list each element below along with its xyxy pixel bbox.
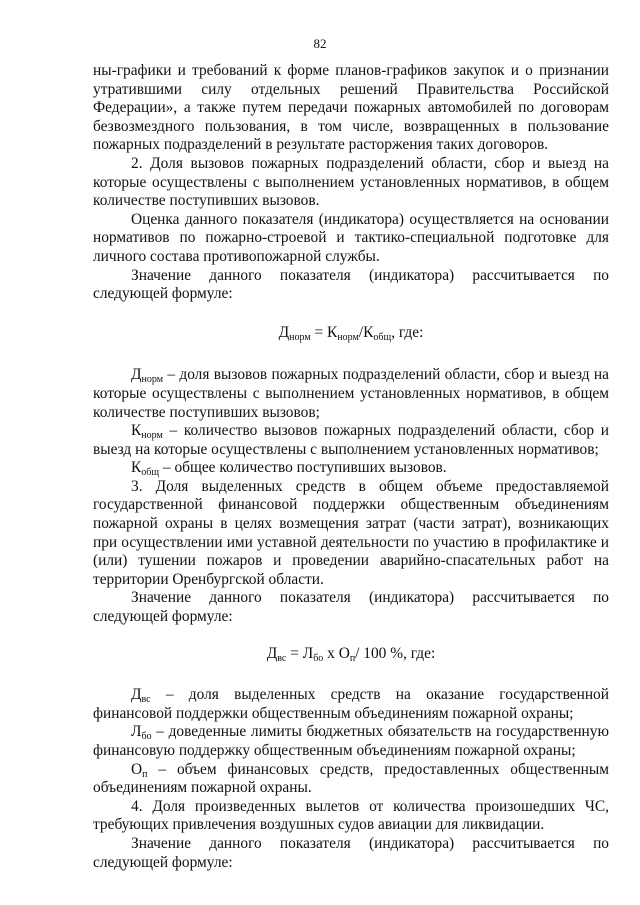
- formula-1-d: Д: [278, 323, 290, 341]
- definition-d-vs-symbol: Д: [131, 686, 142, 704]
- definition-l-bo-symbol: Л: [131, 723, 142, 741]
- definition-l-bo-sub: бо: [141, 731, 152, 743]
- definition-d-vs: [93, 686, 609, 723]
- definition-k-total-text: – общее количество поступивших вызовов.: [159, 459, 447, 477]
- paragraph-item-2: 2. Доля вызовов пожарных подразделений области, сбор и выезд на которые осуществлены с выполнением установленных нормативов, в общем количестве поступивших вызовов.: [93, 154, 609, 210]
- formula-2-o-sub: п: [349, 652, 356, 664]
- formula-2: [93, 645, 609, 664]
- definition-d-vs-text: – доля выделенных средств на оказание государственной финансовой поддержки общественным объединениям пожарной охраны;: [93, 686, 609, 722]
- paragraph-formula-intro-3: Значение данного показателя (индикатора) рассчитывается по следующей формуле:: [93, 834, 609, 871]
- definition-d-norm: [93, 366, 609, 422]
- formula-2-d-sub: вс: [277, 652, 287, 664]
- definition-d-norm-symbol: Д: [131, 366, 142, 384]
- definition-o-p: [93, 761, 609, 798]
- formula-1-d-sub: норм: [289, 331, 311, 343]
- formula-1: [93, 324, 609, 343]
- formula-1-tail: , где:: [391, 323, 424, 341]
- document-body: [93, 62, 609, 872]
- formula-1-k1-sub: норм: [337, 331, 359, 343]
- page-number: 82: [313, 36, 327, 51]
- definition-o-p-symbol: О: [131, 760, 143, 778]
- definition-k-norm-sub: норм: [141, 430, 163, 442]
- formula-1-eq: =: [310, 323, 328, 341]
- paragraph-item-3: 3. Доля выделенных средств в общем объеме предоставляемой государственной финансовой поддержки общественным объединениям пожарной охраны в целях возмещения затрат (части затрат), возникающих при осуществлении ими уставной деятельности по участию в профилактике и (или) тушении пожаров и проведении аварийно-спасательных работ на территории Оренбургской области.: [93, 477, 609, 588]
- definition-o-p-text: – объем финансовых средств, предоставленных общественным объединениям пожарной охраны.: [93, 760, 609, 797]
- paragraph-formula-intro-1: Значение данного показателя (индикатора) рассчитывается по следующей формуле:: [93, 266, 609, 303]
- formula-1-slash: /: [358, 323, 364, 341]
- formula-2-l-sub: бо: [313, 652, 324, 664]
- definition-k-total: [93, 459, 609, 478]
- formula-2-d: Д: [266, 644, 278, 662]
- paragraph-assessment: Оценка данного показателя (индикатора) осуществляется на основании нормативов по пожарно-строевой и тактико-специальной подготовке для личного состава противопожарной службы.: [93, 210, 609, 265]
- definition-k-norm-symbol: К: [131, 422, 142, 440]
- definition-l-bo-text: – доведенные лимиты бюджетных обязательств на государственную финансовую поддержку общественным объединениям пожарной охраны;: [93, 723, 609, 759]
- formula-1-k1: К: [327, 323, 338, 341]
- definition-k-norm: [93, 422, 609, 459]
- definition-k-total-sub: общ: [141, 467, 160, 479]
- formula-2-eq: =: [286, 644, 303, 662]
- formula-2-o: О: [338, 644, 350, 662]
- definition-l-bo: [93, 723, 609, 760]
- paragraph-continuation: ны-графики и требований к форме планов-графиков закупок и о признании утратившими силу отдельных решений Правительства Российской Федерации», а также путем передачи пожарных автомобилей по договорам безвозмездного пользования, в том числе, возвращенных в пользование пожарных подразделений в результате расторжения таких договоров.: [93, 62, 609, 154]
- paragraph-formula-intro-2: Значение данного показателя (индикатора) рассчитывается по следующей формуле:: [93, 589, 609, 626]
- definition-d-vs-sub: вс: [141, 694, 151, 706]
- formula-2-times: х: [323, 644, 339, 662]
- formula-1-k2: К: [363, 323, 374, 341]
- paragraph-item-4: 4. Доля произведенных вылетов от количества произошедших ЧС, требующих привлечения воздушных судов авиации для ликвидации.: [93, 797, 609, 834]
- formula-2-l: Л: [302, 644, 314, 662]
- definition-k-norm-text: – количество вызовов пожарных подразделений области, сбор и выезд на которые осуществлены с выполнением установленных нормативов;: [93, 422, 609, 458]
- formula-2-tail: / 100 %, где:: [355, 644, 436, 662]
- definition-d-norm-text: – доля вызовов пожарных подразделений области, сбор и выезд на которые осуществлены с выполнением установленных нормативов, в общем количестве поступивших вызовов;: [93, 366, 609, 421]
- definition-k-total-symbol: К: [131, 459, 142, 477]
- definition-o-p-sub: п: [142, 768, 148, 780]
- formula-1-k2-sub: общ: [373, 331, 392, 343]
- definition-d-norm-sub: норм: [141, 374, 164, 386]
